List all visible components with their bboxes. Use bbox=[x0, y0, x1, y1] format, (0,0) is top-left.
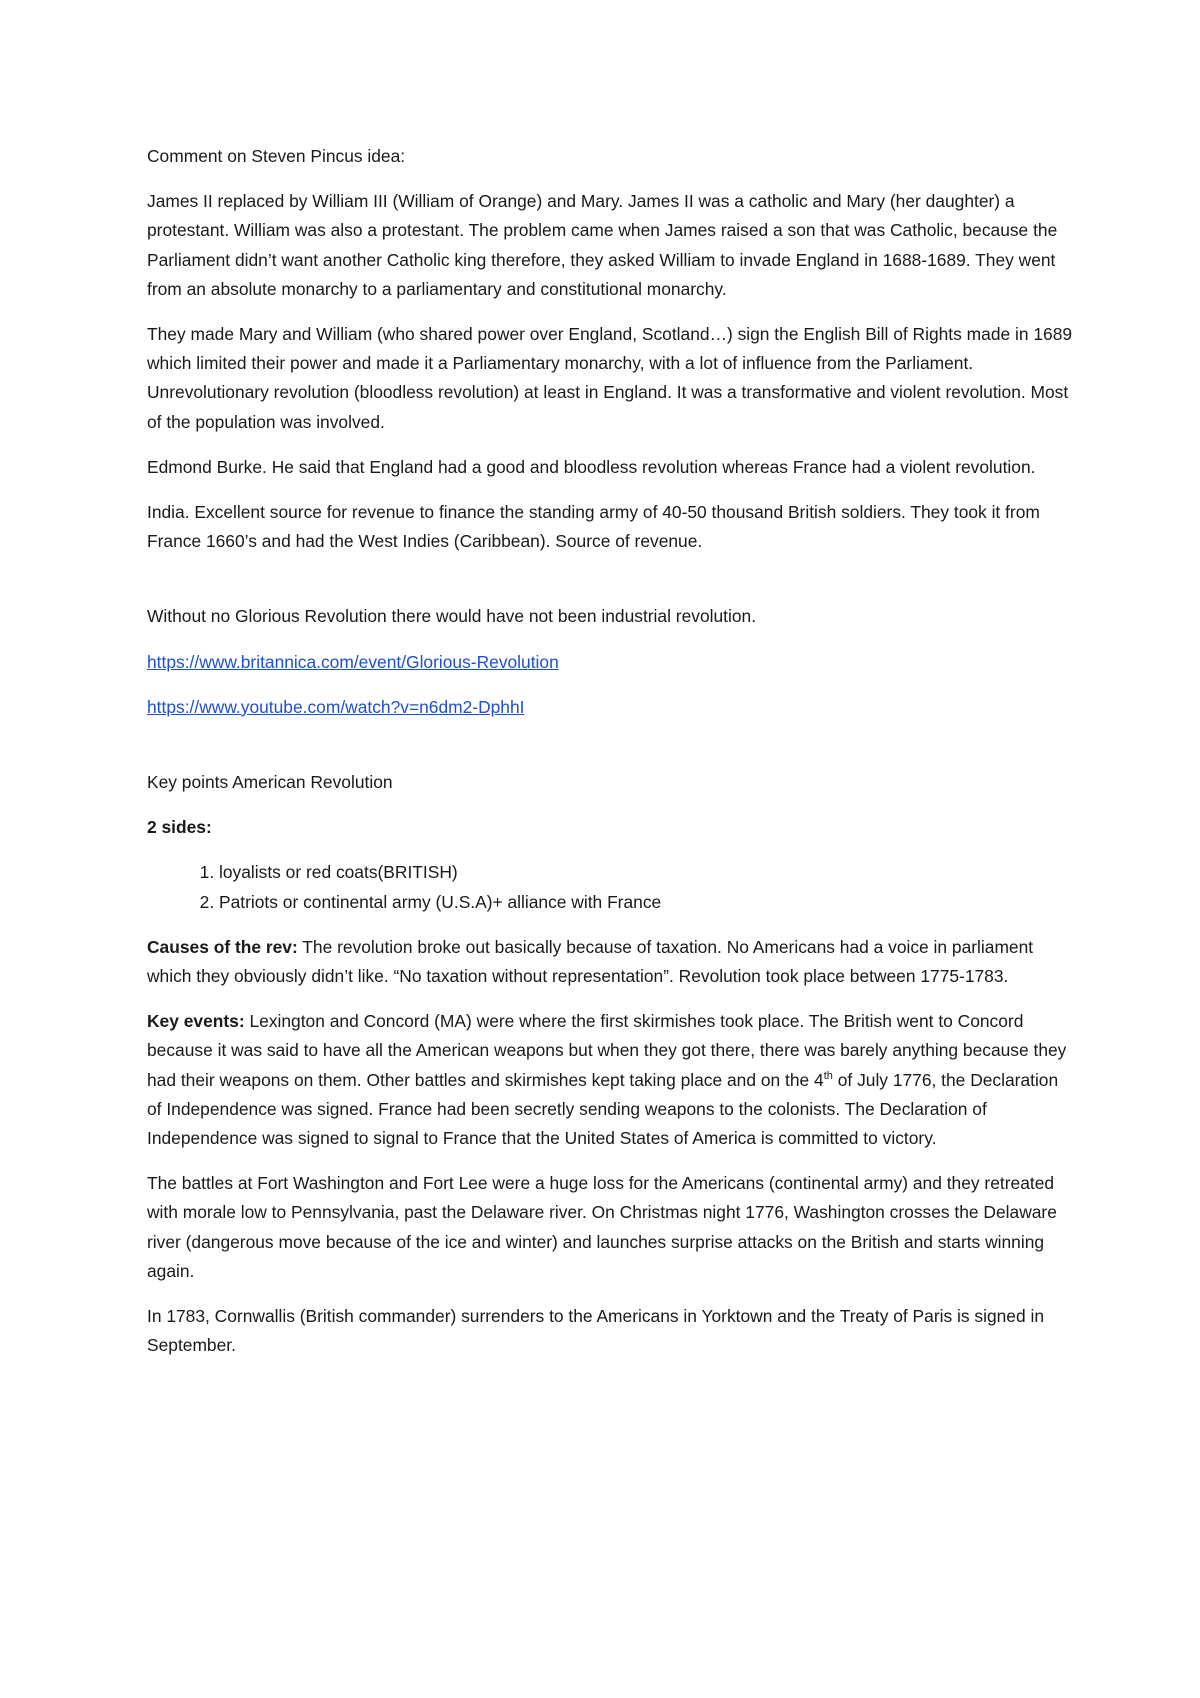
list-item: 1. loyalists or red coats(BRITISH) bbox=[219, 858, 1077, 887]
paragraph: In 1783, Cornwallis (British commander) surrenders to the Americans in Yorktown and the Treaty of Paris is signed in September. bbox=[147, 1306, 1045, 1356]
sides-list bbox=[147, 858, 1077, 916]
causes-label: Causes of the rev: bbox=[147, 936, 298, 957]
sides-heading: 2 sides: bbox=[147, 817, 212, 838]
paragraph: They made Mary and William (who shared power over England, Scotland…) sign the English Bill of Rights made in 1689 which limited their power and made it a Parliamentary monarchy, with a lot of influence from the Parliament. Unrevolutionary revolution (bloodless revolution) at least in England. It was a transformative and violent revolution. Most of the population was involved. bbox=[147, 324, 1073, 432]
blank-line bbox=[147, 738, 1077, 768]
section-title-pincus: Comment on Steven Pincus idea: bbox=[147, 146, 406, 166]
section-title-american-revolution: Key points American Revolution bbox=[147, 772, 393, 793]
causes-paragraph bbox=[147, 933, 1077, 991]
events-text: of July 1776, the Declaration of Independence was signed. France had been secretly sending weapons to the colonists. The Declaration of Independence was signed to signal to France that the United States of America is committed to victory. bbox=[147, 1069, 1059, 1149]
document-body bbox=[147, 142, 1077, 1377]
britannica-link[interactable]: https://www.britannica.com/event/Glorious-Revolution bbox=[147, 651, 559, 672]
youtube-link[interactable]: https://www.youtube.com/watch?v=n6dm2-DphhI bbox=[147, 696, 525, 717]
ordinal-suffix: th bbox=[823, 1069, 833, 1082]
events-paragraph bbox=[147, 1007, 1077, 1153]
paragraph: The battles at Fort Washington and Fort Lee were a huge loss for the Americans (continental army) and they retreated with morale low to Pennsylvania, past the Delaware river. On Christmas night 1776, Washington crosses the Delaware river (dangerous move because of the ice and winter) and launches surprise attacks on the British and starts winning again. bbox=[147, 1173, 1057, 1281]
paragraph: Without no Glorious Revolution there would have not been industrial revolution. bbox=[147, 606, 757, 627]
paragraph: Edmond Burke. He said that England had a good and bloodless revolution whereas France had a violent revolution. bbox=[147, 456, 1036, 477]
link-paragraph bbox=[147, 693, 1077, 722]
list-item: 2. Patriots or continental army (U.S.A)+ alliance with France bbox=[219, 888, 1077, 917]
link-paragraph bbox=[147, 648, 1077, 677]
events-text: Lexington and Concord (MA) were where the first skirmishes took place. The British went to Concord because it was said to have all the American weapons but when they got there, there was barely anything because they had their weapons on them. Other battles and skirmishes kept taking place and on the 4 bbox=[147, 1011, 1067, 1090]
causes-text: The revolution broke out basically because of taxation. No Americans had a voice in parliament which they obviously didn’t like. “No taxation without representation”. Revolution took place between 1775-1783. bbox=[147, 936, 1034, 987]
paragraph: India. Excellent source for revenue to finance the standing army of 40-50 thousand British soldiers. They took it from France 1660’s and had the West Indies (Caribbean). Source of revenue. bbox=[147, 502, 1040, 552]
blank-line bbox=[147, 572, 1077, 602]
events-label: Key events: bbox=[147, 1011, 245, 1032]
paragraph: James II replaced by William III (William of Orange) and Mary. James II was a catholic and Mary (her daughter) a protestant. William was also a protestant. The problem came when James raised a son that was Catholic, because the Parliament didn’t want another Catholic king therefore, they asked William to invade England in 1688-1689. They went from an absolute monarchy to a parliamentary and constitutional monarchy. bbox=[147, 191, 1058, 299]
